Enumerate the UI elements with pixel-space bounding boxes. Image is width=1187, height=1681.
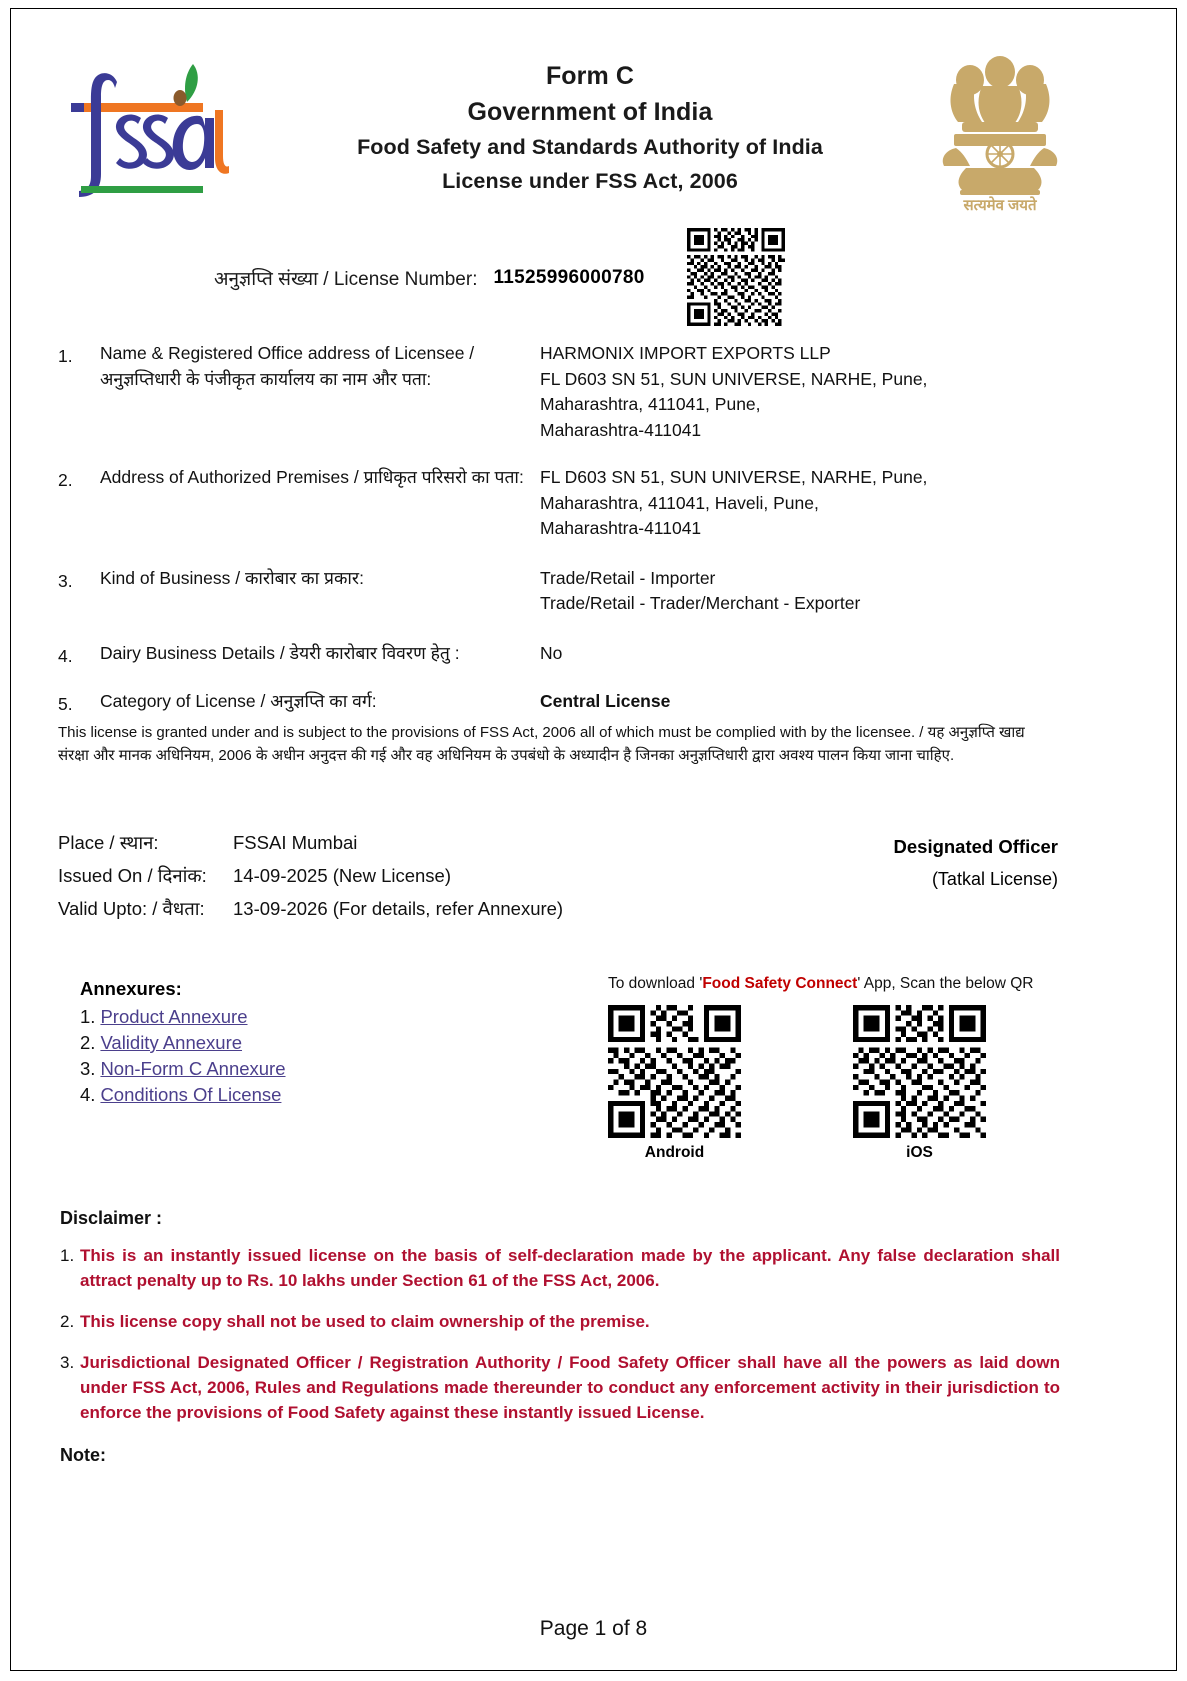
place-value: FSSAI Mumbai xyxy=(233,832,358,853)
disclaimer-text: This is an instantly issued license on the basis of self-declaration made by the applicant. Any false declaration shall attract penalty up to Rs. 10 lakhs under Section 61 of the FSS Act, 2006. xyxy=(80,1246,1060,1290)
title-act: License under FSS Act, 2006 xyxy=(442,169,738,193)
detail-row-category-of-license xyxy=(58,689,1098,715)
ashoka-emblem xyxy=(910,50,1090,215)
app-download-block xyxy=(608,975,1058,1162)
value-line: Trade/Retail - Trader/Merchant - Exporter xyxy=(540,593,861,613)
ios-qr-code xyxy=(853,1005,986,1138)
app-qr-pair xyxy=(608,1005,1058,1162)
issued-on-label: Issued On / दिनांक: xyxy=(58,865,207,886)
annexure-item xyxy=(80,1030,480,1056)
issuance-block xyxy=(58,830,1058,929)
title-government: Government of India xyxy=(467,98,713,126)
disclaimer-index: 1. xyxy=(60,1246,75,1265)
detail-label: Kind of Business / कारोबार का प्रकार: xyxy=(100,567,364,588)
detail-label: Address of Authorized Premises / प्राधिकृत परिसरो का पता: xyxy=(100,467,524,487)
value-line: No xyxy=(540,642,563,663)
value-line: HARMONIX IMPORT EXPORTS LLP xyxy=(540,343,831,363)
ios-label: iOS xyxy=(906,1144,933,1161)
detail-row-kind-of-business xyxy=(58,566,1098,617)
detail-index: 4. xyxy=(58,645,73,666)
caption-prefix: To download ' xyxy=(608,975,703,992)
page-footer: Page 1 of 8 xyxy=(539,1617,648,1640)
disclaimer-item xyxy=(60,1243,1060,1293)
legal-provisions-paragraph: This license is granted under and is subject to the provisions of FSS Act, 2006 all of which must be complied with by the licensee. / यह अनुज्ञप्ति खाद्य संरक्षा और मानक अधिनियम, 2006 के अधीन अनुदत्त की गई और वह अधिनियम के उपबंधो के अध्यादीन है जिनका अनुज्ञप्तिधारी द्वारा अवश्य पालन किया जाना चाहिए. xyxy=(58,724,1025,764)
page-title: Form C xyxy=(545,62,635,90)
valid-upto-label: Valid Upto: / वैधता: xyxy=(58,898,205,919)
detail-value xyxy=(540,689,1098,715)
annexure-index: 1. xyxy=(80,1006,96,1027)
annexures-title: Annexures: xyxy=(80,978,182,999)
detail-value xyxy=(540,641,1098,667)
annexure-link-conditions[interactable]: Conditions Of License xyxy=(100,1084,282,1105)
annexure-link-validity[interactable]: Validity Annexure xyxy=(100,1032,243,1053)
caption-suffix: ' App, Scan the below QR xyxy=(857,975,1034,992)
value-line: Central License xyxy=(540,690,671,711)
detail-label: Category of License / अनुज्ञप्ति का वर्ग: xyxy=(100,690,377,711)
annexure-index: 3. xyxy=(80,1058,96,1079)
detail-value xyxy=(540,566,1098,617)
annexure-index: 2. xyxy=(80,1032,96,1053)
detail-index: 5. xyxy=(58,693,73,714)
detail-row-premises-address xyxy=(58,465,1098,542)
disclaimer-text: Jurisdictional Designated Officer / Registration Authority / Food Safety Officer shall have all the powers as laid down under FSS Act, 2006, Rules and Regulations made thereunder to conduct any enforcement activity in their jurisdiction to enforce the provisions of Food Safety against these instantly issued License. xyxy=(80,1353,1060,1422)
license-details-table xyxy=(58,341,1098,715)
designated-officer-block xyxy=(728,830,1058,896)
value-line: Maharashtra-411041 xyxy=(540,419,702,440)
detail-index: 3. xyxy=(58,570,73,591)
detail-row-dairy-business xyxy=(58,641,1098,667)
title-authority: Food Safety and Standards Authority of India xyxy=(357,135,823,159)
annexure-item xyxy=(80,1082,480,1108)
valid-upto-value: 13-09-2026 (For details, refer Annexure) xyxy=(233,898,564,919)
place-label: Place / स्थान: xyxy=(58,832,159,853)
detail-index: 2. xyxy=(58,470,73,490)
disclaimer-item xyxy=(60,1309,1060,1334)
detail-value xyxy=(540,341,1098,443)
value-line: Maharashtra, 411041, Haveli, Pune, xyxy=(540,492,819,513)
valid-upto-row xyxy=(58,896,1058,929)
disclaimer-index: 3. xyxy=(60,1353,75,1372)
detail-value xyxy=(540,465,1098,542)
disclaimer-text: This license copy shall not be used to claim ownership of the premise. xyxy=(80,1312,650,1331)
emblem-motto-text: सत्यमेव जयते xyxy=(963,197,1037,214)
detail-label: Dairy Business Details / डेयरी कारोबार विवरण हेतु : xyxy=(100,642,460,663)
detail-label: Name & Registered Office address of Licensee / अनुज्ञप्तिधारी के पंजीकृत कार्यालय का नाम और पता: xyxy=(100,343,475,389)
ios-qr-cell xyxy=(853,1005,986,1162)
document-title-block xyxy=(260,58,920,198)
value-line: FL D603 SN 51, SUN UNIVERSE, NARHE, Pune, xyxy=(540,368,928,389)
android-label: Android xyxy=(644,1144,705,1161)
value-line: Maharashtra, 411041, Pune, xyxy=(540,394,761,414)
disclaimer-index: 2. xyxy=(60,1312,75,1331)
annexure-link-product[interactable]: Product Annexure xyxy=(100,1006,248,1027)
disclaimer-block xyxy=(60,1208,1060,1466)
issued-on-value: 14-09-2025 (New License) xyxy=(233,865,452,886)
note-label: Note: xyxy=(60,1445,106,1465)
tatkal-license-note: (Tatkal License) xyxy=(931,869,1058,889)
annexure-item xyxy=(80,1004,480,1030)
detail-index: 1. xyxy=(58,346,73,366)
disclaimer-title: Disclaimer : xyxy=(60,1208,163,1228)
annexure-link-non-form-c[interactable]: Non-Form C Annexure xyxy=(100,1058,286,1079)
detail-row-name-address xyxy=(58,341,1098,443)
license-qr-code xyxy=(687,228,785,326)
disclaimer-item xyxy=(60,1350,1060,1425)
value-line: Trade/Retail - Importer xyxy=(540,567,716,588)
annexure-item xyxy=(80,1056,480,1082)
fssai-logo xyxy=(65,58,235,208)
license-number-value: 11525996000780 xyxy=(493,267,645,288)
app-name: Food Safety Connect xyxy=(702,975,858,992)
license-number-label: अनुज्ञप्ति संख्या / License Number: xyxy=(214,269,478,290)
annexures-block xyxy=(80,978,480,1108)
android-qr-code xyxy=(608,1005,741,1138)
value-line: FL D603 SN 51, SUN UNIVERSE, NARHE, Pune, xyxy=(540,467,928,487)
document-header xyxy=(30,40,1150,215)
android-qr-cell xyxy=(608,1005,741,1162)
value-line: Maharashtra-411041 xyxy=(540,518,702,538)
designated-officer-title: Designated Officer xyxy=(893,836,1058,857)
annexure-index: 4. xyxy=(80,1084,96,1105)
app-download-caption xyxy=(608,975,1058,993)
